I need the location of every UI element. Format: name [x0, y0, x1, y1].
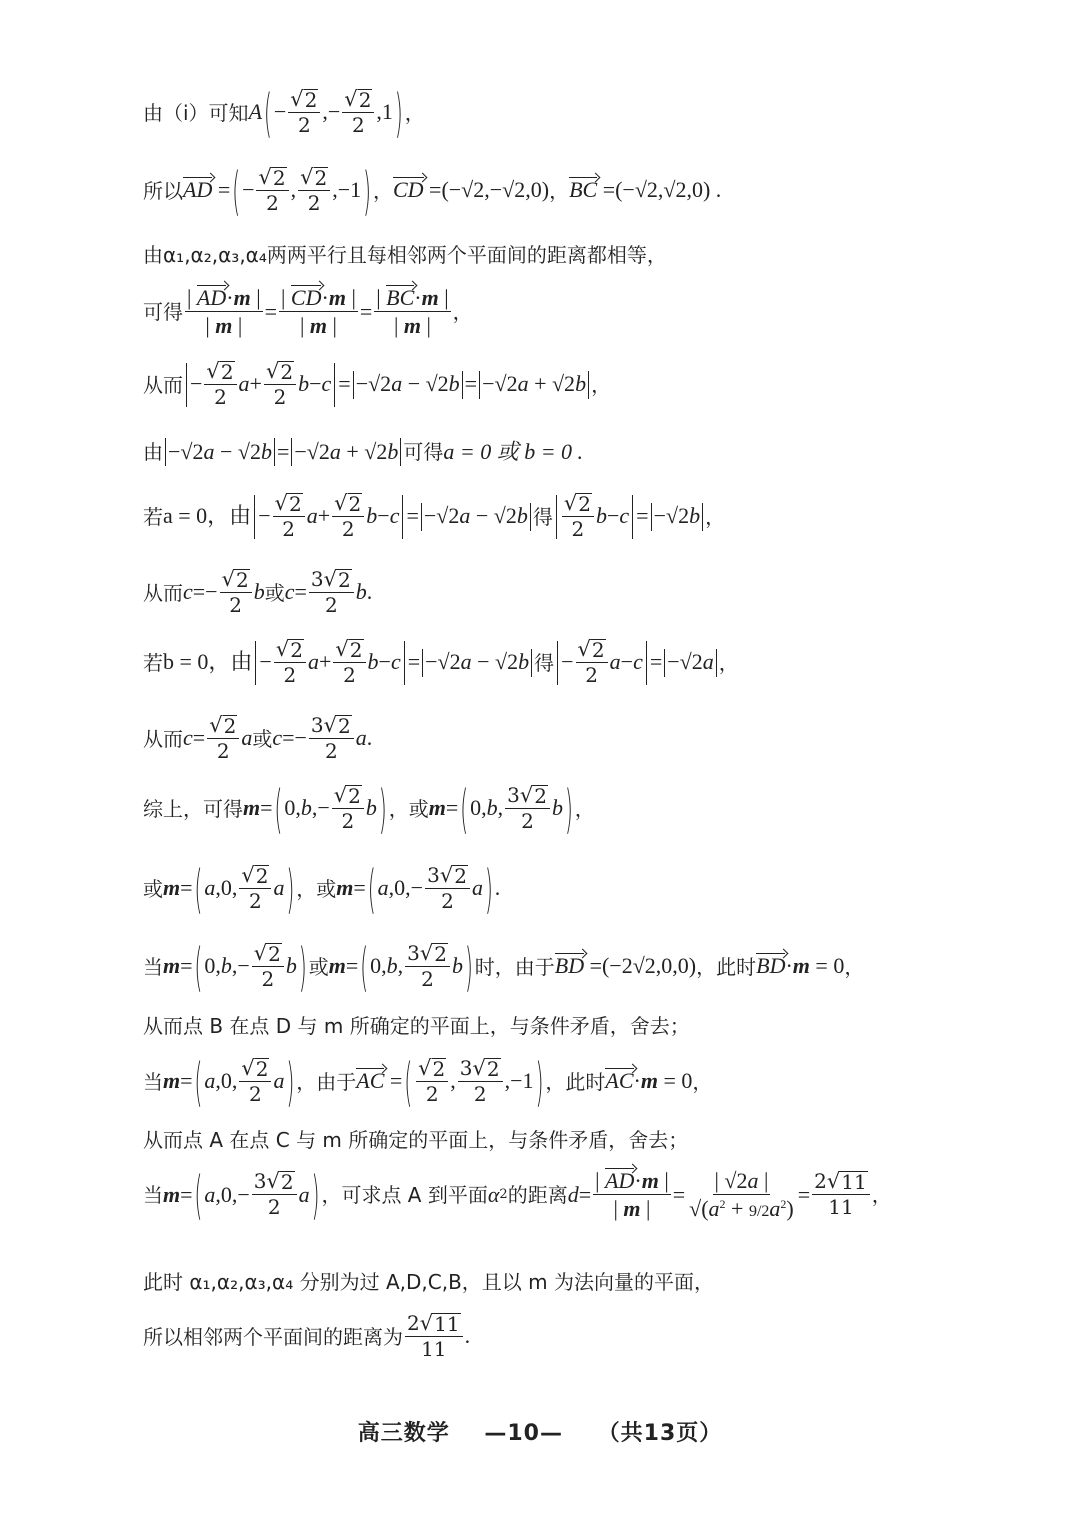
- solution-line-10: 从而 c = √ 2 2 a 或 c =− 3 √ 2 2 a .: [143, 713, 373, 763]
- text-fragment: ，: [705, 504, 726, 529]
- text-fragment: ，: [871, 1182, 892, 1207]
- text-fragment: 从而: [143, 372, 183, 397]
- text-fragment: 由: [143, 440, 163, 464]
- text-fragment: 或: [264, 580, 285, 605]
- text-fragment: a = 0，由: [163, 503, 252, 529]
- text-fragment: 从而点 A 在点 C 与 m 所确定的平面上，与条件矛盾，舍去；: [143, 1128, 689, 1152]
- text-fragment: ，: [844, 954, 865, 979]
- text-fragment: 或: [308, 954, 329, 979]
- text-fragment: ，: [452, 299, 473, 324]
- text-fragment: 当: [143, 1069, 163, 1094]
- text-fragment: ，: [574, 796, 595, 821]
- text-fragment: ，由于: [296, 1069, 357, 1094]
- solution-line-17: 当 m = ( a,0,− 3 √ 2 2 a ) ，可求点 A 到平面 α 2 的距离 d = $\frac{| AD\cdot m |}{| m |}$ = $\frac{| √2a |}{√(a^2 + 9/2a^2)}$ = 2 √ 11 11 ，: [143, 1163, 892, 1227]
- solution-line-15: 当 m = ( a,0, √ 2 2 a ) ，由于 AC = ( √ 2 2 , 3 √ 2 2 ,−1 ) ，此时 AC ·m = 0 ，: [143, 1050, 713, 1113]
- text-fragment: ，可求点 A 到平面: [321, 1182, 488, 1207]
- text-fragment: 或: [143, 876, 163, 901]
- text-fragment: ，: [591, 372, 612, 397]
- footer-page-number: —10—: [484, 1421, 563, 1446]
- solution-line-7: 若 a = 0，由 − √ 2 2 a + √ 2 2 b − c = −√2a − √2b 得 √ 2 2 b − c = −√2b ，: [143, 491, 726, 541]
- text-fragment: 从而: [143, 726, 183, 751]
- text-fragment: 若: [143, 650, 163, 675]
- text-fragment: 综上，可得: [143, 796, 243, 821]
- solution-line-6: 由 −√2a − √2b = −√2a + √2b 可得 a = 0 或 b = 0 .: [143, 438, 584, 464]
- solution-line-13: 当 m = ( 0,b,− √ 2 2 b ) 或 m = ( 0,b, 3 √ 2 2 b ) 时，由于 BD =(−2√2,0,0) ，此时 BD ·m = 0 ，: [143, 935, 865, 998]
- solution-line-19: 所以相邻两个平面间的距离为 2 √ 11 11 .: [143, 1311, 471, 1361]
- solution-line-8: 从而 c =− √ 2 2 b 或 c = 3 √ 2 2 b .: [143, 567, 373, 617]
- solution-line-16: [143, 1128, 688, 1152]
- solution-line-18: [143, 1270, 714, 1294]
- text-fragment: 可得: [403, 440, 444, 464]
- page-footer: [0, 1416, 1080, 1447]
- text-fragment: ，: [404, 100, 425, 125]
- text-fragment: ，或: [296, 876, 337, 901]
- text-fragment: a = 0 或 b = 0 .: [443, 438, 584, 464]
- text-fragment: 得: [534, 650, 555, 675]
- text-fragment: 由α₁,α₂,α₃,α₄两两平行且每相邻两个平面间的距离都相等，: [143, 243, 667, 267]
- text-fragment: .: [494, 875, 501, 901]
- text-fragment: ，: [718, 650, 739, 675]
- text-fragment: 从而点 B 在点 D 与 m 所确定的平面上，与条件矛盾，舍去；: [143, 1014, 690, 1038]
- text-fragment: 时，由于: [474, 954, 555, 979]
- text-fragment: 所以相邻两个平面间的距离为: [143, 1324, 403, 1349]
- text-fragment: ，或: [388, 796, 429, 821]
- text-fragment: b = 0，由: [163, 649, 253, 675]
- text-fragment: 从而: [143, 580, 183, 605]
- text-fragment: ，: [692, 1069, 713, 1094]
- solution-line-5: 从而 − √ 2 2 a + √ 2 2 b − c = −√2a − √2b = −√2a + √2b ，: [143, 359, 612, 409]
- text-fragment: 此时 α₁,α₂,α₃,α₄ 分别为过 A,D,C,B，且以 m 为法向量的平面，: [143, 1270, 714, 1294]
- text-fragment: 可得: [143, 299, 183, 324]
- solution-line-11: 综上，可得 m = ( 0,b,− √ 2 2 b ) ，或 m = ( 0,b, 3 √ 2 2 b ) ，: [143, 777, 595, 840]
- solution-line-9: 若 b = 0，由 − √ 2 2 a + √ 2 2 b − c = −√2a − √2b 得 − √ 2 2 a − c = −√2a ，: [143, 637, 739, 687]
- text-fragment: 当: [143, 954, 163, 979]
- solution-line-4: 可得 $\frac{| AD\cdot m |}{| m |}$ = $\frac{| CD\cdot m |}{| m |}$ = $\frac{| BC\cdot m |}{| m |}$ ，: [143, 285, 473, 339]
- solution-line-12: 或 m = ( a,0, √ 2 2 a ) ，或 m = ( a,0,− 3 √ 2 2 a ) .: [143, 857, 501, 920]
- text-fragment: 由（i）可知: [143, 100, 249, 125]
- solution-line-2: 所以 AD = ( − √ 2 2 , √ 2 2 ,−1 ) ， CD =(−√2,−√2,0) ， BC =(−√2,√2,0) .: [143, 159, 722, 222]
- text-fragment: 当: [143, 1182, 163, 1207]
- text-fragment: 的距离: [507, 1182, 568, 1207]
- text-fragment: 若: [143, 504, 163, 529]
- text-fragment: .: [366, 579, 373, 605]
- text-fragment: 所以: [143, 178, 183, 203]
- solution-line-1: 由（i）可知 A ( − √ 2 2 ,− √ 2 2 ,1 ) ，: [143, 81, 425, 144]
- solution-line-14: [143, 1014, 690, 1038]
- text-fragment: 得: [532, 504, 553, 529]
- solution-line-3: [143, 243, 667, 267]
- footer-total-pages: （共13页）: [597, 1421, 723, 1446]
- text-fragment: ，此时: [545, 1069, 606, 1094]
- text-fragment: ，此时: [696, 954, 757, 979]
- footer-subject: 高三数学: [357, 1421, 450, 1446]
- text-fragment: .: [464, 1323, 471, 1349]
- text-fragment: .: [366, 725, 373, 751]
- text-fragment: 或: [252, 726, 273, 751]
